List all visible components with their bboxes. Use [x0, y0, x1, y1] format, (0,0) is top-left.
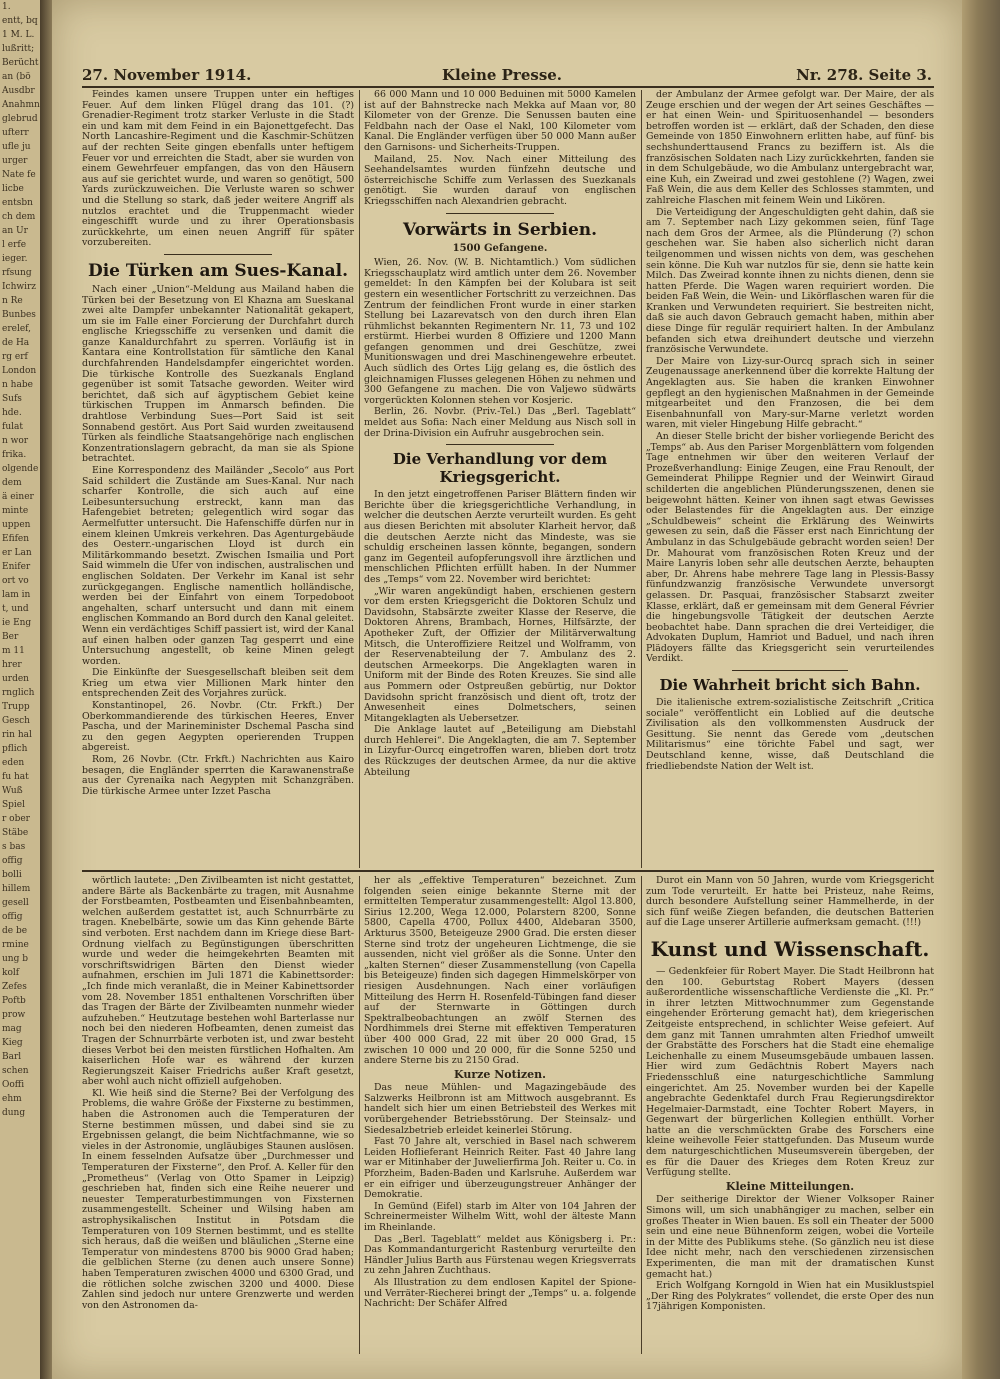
left-page-fragment-line: de be: [2, 926, 28, 936]
article-paragraph: An dieser Stelle bricht der bisher vorliegende Bericht des „Temps“ ab. Aus den Pariser Morgenblättern vom folgenden Tage entnehmen wir über den weiteren Verlauf der Prozeßverhandlung: Einige Zeugen, eine Frau Renoult, der Gemeinderat Philippe Regnier und der Weinwirt Giraud schilderten die angeblichen Plünderungsszenen, denen sie beigewohnt hätten. Keiner von ihnen sagt etwas Gewisses oder Belastendes für die Angeklagten aus. Der einzige „Schuldbeweis“ scheint die Erklärung des Weinwirts gewesen zu sein, daß die Fässer erst nach Einrichtung der Ambulanz in das Schulgebäude gebracht worden seien! Der Dr. Mahourat vom französischen Roten Kreuz und der Maire Lanyris loben sehr alle deutschen Aerzte, behaupten aber, Dr. Ahrens habe mehrere Tage lang in Plessis-Bassy fünfundzwanzig französische Verwundete unversorgt gelassen. Dr. Pasquai, französischer Stabsarzt zweiter Klasse, erklärt, daß er gemeinsam mit dem General Février die hingebungsvolle Tätigkeit der deutschen Aerzte beobachtet habe. Dann sprachen die drei Verteidiger, die Advokaten Duplum, Hamriot und Baduel, und nach ihren Plädoyers fällte das Kriegsgericht sein verurteilendes Verdikt.: [646, 431, 934, 665]
article-paragraph: her als „effektive Temperaturen“ bezeichnet. Zum folgenden seien einige bekannte Sterne mit der ermittelten Temperatur zusammengestellt: Algol 13.800, Sirius 12.200, Wega 12.000, Polarstern 8200, Sonne 5800, Capella 4700, Pollux 4400, Aldebaran 3500, Arkturus 3500, Beteigeuze 2900 Grad. Die ersten dieser Sterne sind trotz der ungeheuren Lichtmenge, die sie aussenden, nicht viel größer als die Sonne. Unter den „kalten Sternen“ dieser Zusammenstellung (von Capella bis Beteigeuze) finden sich dagegen Himmelskörper von riesigen Ausdehnungen. Nach einer vorläufigen Mitteilung des Herrn H. Rosenfeld-Tübingen fand dieser auf der Sternwarte in Göttingen durch Spektralbeobachtungen an zwölf Sternen des Nordhimmels drei Sterne mit effektiven Temperaturen über 400 000 Grad, 22 mit über 20 000 Grad, 15 zwischen 10 000 und 20 000, für die Sonne 5250 und andere Sterne bis zu 2150 Grad.: [364, 876, 636, 1067]
left-page-fragment-line: Poftb: [2, 996, 26, 1006]
article-paragraph: Die Anklage lautet auf „Beteiligung am Diebstahl durch Hehlerei“. Die Angeklagten, die am 7. September in Lizyfur-Ourcq eingetroffen waren, blieben dort trotz des Rückzuges der deutschen Armee, da nur die aktive Abteilung: [364, 724, 636, 778]
left-page-fragment-line: prow: [2, 1010, 26, 1020]
feuilleton-column-3: [646, 876, 934, 1354]
column-3-upper: [646, 90, 934, 868]
left-page-fragment-line: urger: [2, 156, 28, 166]
left-page-fragment-line: fulat: [2, 422, 23, 432]
column-divider: [359, 876, 360, 1354]
headline-wahrheit: Die Wahrheit bricht sich Bahn.: [659, 676, 921, 695]
left-page-fragment-line: ehm: [2, 1094, 22, 1104]
book-gutter: [40, 0, 52, 1379]
article-paragraph: Mailand, 25. Nov. Nach einer Mitteilung des Seehandelsamtes wurden fünfzehn deutsche und österreichische Schiffe zum Verlassen des Suezkanals genötigt. Sie wurden darauf von englischen Kriegsschiffen nach Alexandrien gebracht.: [364, 153, 636, 207]
article-paragraph: Berlin, 26. Novbr. (Priv.-Tel.) Das „Berl. Tageblatt“ meldet aus Sofia: Nach einer Meldung aus Nisch soll in der Drina-Division ein Aufruhr ausgebrochen sein.: [364, 406, 636, 439]
article-paragraph: wörtlich lautete: „Den Zivilbeamten ist nicht gestattet, andere Bärte als Backenbärte zu tragen, mit Ausnahme der Forstbeamten, Postbeamten und Eisenbahnbeamten, welchen außerdem gestattet ist, auch Schnurrbärte zu tragen. Knebelbärte, sowie um das Kinn gehende Bärte sind verboten. Erst nachdem dann im Kriege diese Bart-Ordnung vielfach zu Begünstigungen überschritten wurde und weder die heimgekehrten Beamten mit vorschriftswidrigen Bärten den Dienst wieder aufnahmen, erschien im Juli 1871 die Kabinettsorder: „Ich finde mich veranlaßt, die in Meiner Kabinettsorder vom 28. November 1851 enthaltenen Vorschriften über das Tragen der Bärte der Zivilbeamten nunmehr wieder aufzuheben.“ Heutzutage bestehen wohl Barterlasse nur noch bei den niederen Hofbeamten, denen zumeist das Tragen der Schnurrbärte verboten ist, und zwar besteht dieses Verbot bei den meisten fürstlichen Hofhalten. Am kaiserlichen Hofe war es während der kurzen Regierungszeit Kaiser Friedrichs außer Kraft gesetzt, aber wohl auch nicht offiziell aufgehoben.: [82, 876, 354, 1088]
article-paragraph: Erich Wolfgang Korngold in Wien hat ein Musiklustspiel „Der Ring des Polykrates“ vollendet, die erste Oper des nun 17jährigen Komponisten.: [646, 1280, 934, 1313]
left-page-fragment-line: rfsung: [2, 268, 32, 278]
left-page-fragment-line: offig: [2, 912, 23, 922]
article-paragraph: Der Maire von Lizy-sur-Ourcq sprach sich in seiner Zeugenaussage anerkennend über die korrekte Haltung der Angeklagten aus. Sie haben die kranken Einwohner gepflegt an den hygienischen Maßnahmen in der Gemeinde mitgearbeitet und den Franzosen, die bei dem Eisenbahnunfall von Mary-sur-Marne verletzt worden waren, mit vieler Hingebung Hilfe gebracht.“: [646, 355, 934, 431]
left-page-fragment-line: r ober: [2, 814, 30, 824]
left-page-fragment-line: ä einer: [2, 492, 34, 502]
left-page-fragment-line: bolli: [2, 870, 22, 880]
feuilleton-rule: [82, 870, 934, 872]
left-page-fragment-line: Sufs: [2, 394, 22, 404]
left-page-fragment-line: entt, bq: [2, 16, 38, 26]
left-page-fragment-line: gesell: [2, 898, 29, 908]
left-page-fragment-line: Berücht: [2, 58, 39, 68]
left-page-fragment-line: lußritt;: [2, 44, 35, 54]
article-paragraph: Das neue Mühlen- und Magazingebäude des Salzwerks Heilbronn ist am Mittwoch ausgebrannt. Es handelt sich hier um einen Betriebsteil des Werkes mit vorübergehender Betriebsstörung. Der Steinsalz- und Siedesalzbetrieb erleidet keinerlei Störung.: [364, 1082, 636, 1136]
article-paragraph: der Ambulanz der Armee gefolgt war. Der Maire, der als Zeuge erschien und der wegen der Art seines Geschäftes — er hat einen Wein- und Spirituosenhandel — besonders betroffen worden ist — erklärt, daß der Schaden, den diese Gemeinde von 1850 Einwohnern erlitten habe, auf fünf- bis sechshunderttausend Francs zu beziffern ist. Als die französischen Soldaten nach Lizy zurückkehrten, fanden sie in dem Schulgebäude, wo die Ambulanz untergebracht war, eine Kuh, ein Zweirad und zwei gestohlene (?) Wagen, zwei Faß Wein, die aus dem Keller des Schlosses stammten, und zahlreiche Flaschen mit feinem Wein und Likören.: [646, 90, 934, 206]
left-page-fragment-line: Ooffi: [2, 1080, 25, 1090]
left-page-fragment-line: glebrud: [2, 114, 38, 124]
page-header: [82, 62, 932, 88]
left-page-fragment-line: t, und: [2, 604, 29, 614]
article-paragraph: Wien, 26. Nov. (W. B. Nichtamtlich.) Vom südlichen Kriegsschauplatz wird amtlich unter dem 26. November gemeldet: In den Kämpfen bei der Kolubara ist seit gestern ein wesentlicher Fortschritt zu verzeichnen. Das Zentrum der feindlichen Front wurde in einer starken Stellung bei Lazarevatsch von den durch ihren Elan rühmlichst bekannten Regimentern Nr. 11, 73 und 102 erstürmt. Hierbei wurden 8 Offiziere und 1200 Mann gefangen genommen und drei Geschütze, zwei Munitionswagen und drei Maschinengewehre erbeutet. Auch südlich des Ortes Lijg gelang es, die östlich des gleichnamigen Flusses gelegenen Höhen zu nehmen und 300 Gefangene zu machen. Die von Valjewo südwärts vorgerückten Kolonnen stehen vor Kosjeric.: [364, 257, 636, 406]
article-paragraph: In den jetzt eingetroffenen Pariser Blättern finden wir Berichte über die kriegsgerichtliche Verhandlung, in welcher die deutschen Aerzte verurteilt wurden. Es geht aus diesen Berichten mit absoluter Klarheit hervor, daß die deutschen Aerzte nicht das Mindeste, was sie schuldig erscheinen lassen könnte, begangen, sondern ganz im Gegenteil aufopferungsvoll ihre ärztlichen und menschlichen Pflichten erfüllt haben. In der Nummer des „Temps“ vom 22. November wird berichtet:: [364, 489, 636, 585]
left-page-fragment-line: fu hat: [2, 772, 29, 782]
left-page-fragment-line: eden: [2, 758, 25, 768]
left-page-fragment-line: pflich: [2, 744, 28, 754]
left-page-fragment-line: hde.: [2, 408, 22, 418]
left-page-fragment-line: Wuß: [2, 786, 23, 796]
left-page-fragment-line: ung b: [2, 954, 28, 964]
article-paragraph: — Gedenkfeier für Robert Mayer. Die Stadt Heilbronn hat den 100. Geburtstag Robert Mayers (dessen außerordentliche wissenschaftliche Verdienste die „Kl. Pr.“ in ihrer letzten Mittwochnummer zum Gegenstande eingehender Erörterung gemacht hat), dem kriegerischen Zeitgeiste entsprechend, in schlichter Weise gefeiert. Auf dem ganz mit Tannen umrahmten alten Friedhof umweilt der Grabstätte des Forschers hat die Stadt eine ehemalige Leichenhalle zu einem Museumsgebäude umbauen lassen. Hier wird zum Gedächtnis Robert Mayers nach Friedensschluß eine naturgeschichtliche Sammlung eingerichtet. Am 25. November wurden bei der Kapelle angebrachte Gedenktafel durch Frau Regierungsdirektor Hegelmaier-Darmstadt, eine Tochter Robert Mayers, in Gegenwart der bürgerlichen Kollegien enthüllt. Vorher hatte an die verschmückten Grabe des Forschers eine kleine weihevolle Feier stattgefunden. Das Museum wurde dem naturgeschichtlichen Museumsverein übergeben, der es für die Dauer des Krieges dem Roten Kreuz zur Verfügung stellte.: [646, 965, 934, 1179]
article-paragraph: Die Einkünfte der Suesgesellschaft bleiben seit dem Krieg um etwa vier Millionen Mark hinter den entsprechenden Zeit des Vorjahres zurück.: [82, 667, 354, 700]
subheadline: 1500 Gefangene.: [452, 242, 548, 254]
left-page-fragment-line: minte: [2, 506, 29, 516]
left-page-fragment-line: hrer: [2, 660, 22, 670]
left-page-fragment-line: Zefes: [2, 982, 27, 992]
article-paragraph: Die Verteidigung der Angeschuldigten geht dahin, daß sie am 7. September nach Lizy gekommen seien, fünf Tage nach dem Gros der Armee, als die Plünderung (?) schon geschehen war. Sie haben also sicherlich nicht daran teilgenommen und wissen nichts von dem, was geschehen sein könne. Die Kuh war nutzlos für sie, denn sie hatte kein Milch. Das Zweirad konnte ihnen zu nichts dienen, denn sie hatten Pferde. Die Wagen waren requiriert worden. Die beiden Faß Wein, die Wein- und Likörflaschen waren für die Kranken und Verwundeten requiriert. Sie bestreiten nicht, daß sie auch davon Gebrauch gemacht haben, mithin aber diese Dinge für regulär requiriert halten. In der Ambulanz befanden sich etwa dreihundert deutsche und vierzehn französische Verwundete.: [646, 206, 934, 356]
article-paragraph: Rom, 26 Novbr. (Ctr. Frkft.) Nachrichten aus Kairo besagen, die Engländer sperrten die Karawanenstraße aus der Cyrenaika nach Aegypten mit Schanzgräben. Die türkische Armee unter Izzet Pascha: [82, 754, 354, 797]
article-paragraph: Das „Berl. Tageblatt“ meldet aus Königsberg i. Pr.: Das Kommandanturgericht Rastenburg verurteilte den Händler Julius Barth aus Fürstenau wegen Kriegsverrats zu zehn Jahren Zuchthaus.: [364, 1233, 636, 1277]
header-paper-title: Kleine Presse.: [442, 66, 563, 84]
left-page-fragment-line: n wor: [2, 436, 29, 446]
left-page-fragment-line: ie Eng: [2, 618, 32, 628]
left-page-fragment-line: an Ur: [2, 226, 28, 236]
left-page-fragment-line: 1 M. L.: [2, 30, 35, 40]
left-page-fragment-line: 1.: [2, 2, 11, 12]
article-paragraph: Der seitherige Direktor der Wiener Volksoper Rainer Simons will, um sich unabhängiger zu machen, selber ein großes Theater in Wien bauen. Es soll ein Theater der 5000 sein und eine neue Bühnenform zeigen, wobei die Vorteile in der Mitte des Publikums stehe. (So gänzlich neu ist diese Idee nicht mehr, nach den verschiedenen zirzensischen Experimenten, die man mit der dramatischen Kunst gemacht hat.): [646, 1194, 934, 1280]
left-page-fragment-line: ch dem: [2, 212, 36, 222]
left-page-fragment-line: rin hal: [2, 730, 32, 740]
column-divider: [359, 90, 360, 868]
left-page-fragment-line: n Re: [2, 296, 23, 306]
left-page-fragment-line: frika.: [2, 450, 27, 460]
left-page-fragment-line: n habe: [2, 380, 33, 390]
left-page-fragment-line: Efifen: [2, 534, 30, 544]
article-paragraph: Durot ein Mann von 50 Jahren, wurde vom Kriegsgericht zum Tode verurteilt. Er hatte bei Pristeuz, nahe Reims, durch besondere Aufstellung seiner Hammelherde, in der sich fünf weiße Ziegen befanden, die deutschen Batterien auf die Lage unserer Artillerie aufmerksam gemacht. (!!!): [646, 876, 934, 929]
left-page-fragment-line: ufterr: [2, 128, 29, 138]
article-paragraph: Konstantinopel, 26. Novbr. (Ctr. Frkft.) Der Oberkommandierende des türkischen Heeres, Enver Pascha, und der Marineminister Dschemal Pascha sind zu den gegen Aegypten operierenden Truppen abgereist.: [82, 700, 354, 754]
left-page-fragment-line: licbe: [2, 184, 24, 194]
article-paragraph: Als Illustration zu dem endlosen Kapitel der Spione- und Verräter-Riecherei bringt der „Temps“ u. a. folgende Nachricht: Der Schäfer Alfred: [364, 1276, 636, 1310]
left-page-fragment-line: Stäbe: [2, 828, 29, 838]
divider: [732, 670, 847, 671]
left-page-fragment-line: Ber: [2, 632, 19, 642]
adjacent-page-fragment: [0, 0, 42, 1379]
left-page-fragment-line: Ausdbr: [2, 86, 35, 96]
left-page-fragment-line: rnglich: [2, 688, 35, 698]
left-page-fragment-line: offig: [2, 856, 23, 866]
left-page-fragment-line: erelef,: [2, 324, 32, 334]
left-page-fragment-line: rg erf: [2, 352, 28, 362]
left-page-fragment-line: Barl: [2, 1052, 22, 1062]
left-page-fragment-line: Trupp: [2, 702, 30, 712]
divider: [164, 254, 273, 255]
column-divider: [641, 90, 642, 868]
left-page-fragment-line: Nate fe: [2, 170, 36, 180]
left-page-fragment-line: Ichwirz: [2, 282, 37, 292]
feuilleton-column-2: [364, 876, 636, 1354]
left-page-fragment-line: Bunbes: [2, 310, 36, 320]
header-issue-page: Nr. 278. Seite 3.: [796, 66, 932, 84]
left-page-fragment-line: dem: [2, 478, 22, 488]
article-paragraph: Nach einer „Union“-Meldung aus Mailand haben die Türken bei der Besetzung von El Khazna am Sueskanal zwei alte Dampfer unbekannter Nationalität gekapert, um sie im Falle einer Forcierung der Durchfahrt durch englische Kriegsschiffe zu versenken und damit die ganze Kanaldurchfahrt zu sperren. Vorläufig ist in Kantara eine Kontrollstation für sämtliche den Kanal durchfahrenden Handelsdampfer eingerichtet worden. Die türkische Kontrolle des Suezkanals England gegenüber ist somit Tatsache geworden. Weiter wird berichtet, daß sich auf ägyptischem Gebiet keine türkischen Truppen im Anmarsch befinden. Die drahtlose Verbindung Sues—Port Said ist seit Sonnabend gestört. Aus Port Said wurden zweitausend Türken als feindliche Staatsangehörige nach englischen Konzentrationslagern gebracht, da man sie als Spione betrachtet.: [82, 283, 354, 465]
column-2-upper: [364, 90, 636, 868]
left-page-fragment-line: dung: [2, 1108, 26, 1118]
article-paragraph: Fast 70 Jahre alt, verschied in Basel nach schwerem Leiden Hoflieferant Heinrich Reiter. Fast 40 Jahre lang war er Mitinhaber der Juwelierfirma Joh. Reiter u. Co. in Pforzheim, Baden-Baden und Karlsruhe. Außerdem war er ein eifriger und überzeugungstreuer Anhänger der Demokratie.: [364, 1136, 636, 1201]
newspaper-page: [52, 0, 962, 1379]
left-page-fragment-line: entsbn: [2, 198, 33, 208]
left-page-fragment-line: Enifer: [2, 562, 31, 572]
column-1-upper: [82, 90, 354, 868]
article-paragraph: In Gemünd (Eifel) starb im Alter von 104 Jahren der Schreinermeister Wilhelm Witt, wohl der älteste Mann im Rheinlande.: [364, 1200, 636, 1233]
divider: [446, 444, 555, 445]
page-edge-shadow: [962, 0, 1000, 1379]
headline-kurze-notizen: Kurze Notizen.: [454, 1067, 546, 1081]
headline-kriegsgericht: Die Verhandlung vor dem Kriegsgericht.: [392, 450, 608, 487]
headline-kunst-wissenschaft: Kunst und Wissenschaft.: [650, 936, 930, 961]
left-page-fragment-line: s bas: [2, 842, 26, 852]
header-date: 27. November 1914.: [82, 66, 252, 84]
feuilleton-column-1: [82, 876, 354, 1354]
left-page-fragment-line: urden: [2, 674, 29, 684]
headline-kleine-mitteilungen: Kleine Mitteilungen.: [725, 1179, 855, 1193]
left-page-fragment-line: m 11: [2, 646, 25, 656]
left-page-fragment-line: kolf: [2, 968, 20, 978]
left-page-fragment-line: Gesch: [2, 716, 30, 726]
left-page-fragment-line: rmine: [2, 940, 29, 950]
left-page-fragment-line: ort vo: [2, 576, 29, 586]
left-page-fragment-line: uppen: [2, 520, 31, 530]
article-paragraph: Die italienische extrem-sozialistische Zeitschrift „Critica sociale“ veröffentlicht ein Loblied auf die deutsche Zivilisation als den vollkommensten Ausdruck der Gesittung. Sie nennt das Gerede vom „deutschen Militarismus“ eine törichte Fabel und sagt, wer Deutschland kenne, wisse, daß Deutschland die friedliebendste Nation der Welt ist.: [646, 697, 934, 772]
left-page-fragment-line: an (bö: [2, 72, 31, 82]
divider: [446, 213, 555, 214]
article-text: 66 000 Mann und 10 000 Beduinen mit 5000 Kamelen ist auf der Bahnstrecke nach Mekka auf Maan vor, 80 Kilometer von der Grenze. Die Senussen bauten eine Feldbahn nach der Oase el Nakl, 100 Kilometer vom Kanal. Die Engländer verfügen über 50 000 Mann außer den Garnisons- und Sicherheits-Truppen.: [364, 90, 636, 153]
article-paragraph: Eine Korrespondenz des Mailänder „Secolo“ aus Port Said schildert die Zustände am Sues-Kanal. Nur nach scharfer Kontrolle, die sich auch auf eine Leibesuntersuchung erstreckt, kann man das Hafengebiet betreten; gelegentlich wird sogar das Aermelfutter untersucht. Die Hafenschiffe dürfen nur in einem kleinen Umkreis verkehren. Das Agenturgebäude des Oesterr.-ungarischen Lloyd ist durch ein Militärkommando besetzt. Zwischen Ismailia und Port Said wimmeln die Ufer von indischen, australischen und englischen Soldaten. Der Verkehr im Kanal ist sehr zurückgegangen. Englische namentlich holländische, werden bei der Einfahrt von einem Torpedoboot angehalten, scharf untersucht und dann mit einem englischen Kommando an Bord durch den Kanal geleitet. Wenn ein verdächtiges Schiff passiert ist, wird der Kanal auf einen halben oder ganzen Tag gesperrt und eine Untersuchung angestellt, ob keine Minen gelegt worden.: [82, 465, 354, 667]
left-page-fragment-line: ieger.: [2, 254, 28, 264]
left-page-fragment-line: Spiel: [2, 800, 26, 810]
headline-serbien: Vorwärts in Serbien.: [402, 219, 598, 240]
headline-suez: Die Türken am Sues-Kanal.: [87, 260, 348, 281]
left-page-fragment-line: mag: [2, 1024, 22, 1034]
left-page-fragment-line: lam in: [2, 590, 31, 600]
left-page-fragment-line: Kieg: [2, 1038, 23, 1048]
header-rule: [82, 86, 934, 88]
left-page-fragment-line: olgende: [2, 464, 39, 474]
left-page-fragment-line: ufle ju: [2, 142, 31, 152]
left-page-fragment-line: London: [2, 366, 37, 376]
article-paragraph: „Wir waren angekündigt haben, erschienen gestern vor dem ersten Kriegsgericht die Doktoren Schulz und Davidsohn, Stabsärzte zweiter Klasse der Reserve, die Doktoren Ahrens, Brambach, Hornes, Hilfsärzte, der Apotheker Zuft, der Offizier der Militärverwaltung Mitsch, die Unteroffiziere Reitzel und Wolframm, von der Reservenabteilung der 7. Ambulanz des 2. deutschen Armeekorps. Die Angeklagten waren in Uniform mit der Binde des Roten Kreuzes. Sie sind alle aus Pommern oder Ostpreußen gebürtig, nur Doktor Davidsohn spricht französisch und dient oft, trotz der Anwesenheit eines Dolmetschers, seinen Mitangeklagten als Uebersetzer.: [364, 585, 636, 724]
left-page-fragment-line: l erfe: [2, 240, 27, 250]
left-page-fragment-line: Anahmn: [2, 100, 40, 110]
left-page-fragment-line: hillem: [2, 884, 31, 894]
left-page-fragment-line: er Lan: [2, 548, 32, 558]
column-divider: [641, 876, 642, 1354]
article-text: Feindes kamen unsere Truppen unter ein heftiges Feuer. Auf dem linken Flügel drang das 101. (?) Grenadier-Regiment trotz starker Verluste in die Stadt ein und kam mit dem Feind in ein Bajonettgefecht. Das North Lancashire-Regiment und die Kaschmir-Schützen auf der rechten Seite gingen ebenfalls unter heftigem Feuer vor und erreichten die Stadt, aber sie wurden von einem Gewehrfeuer empfangen, das von den Häusern aus auf sie gerichtet wurde, und waren so genötigt, 500 Yards zurückzuweichen. Die Verluste waren so schwer und die Stellung so stark, daß jeder weitere Angriff als nutzlos erachtet und die Truppenmacht wieder eingeschifft wurde und zu ihrer Operationsbasis zurückkehrte, um einen neuen Angriff für später vorzubereiten.: [82, 90, 354, 249]
left-page-fragment-line: de Ha: [2, 338, 30, 348]
left-page-fragment-line: schen: [2, 1066, 29, 1076]
article-paragraph: Kl. Wie heiß sind die Sterne? Bei der Verfolgung des Problems, die wahre Größe der Fixsterne zu bestimmen, haben die Astronomen auch die Temperaturen der Sterne bestimmen müssen, und dabei sind sie zu Ergebnissen gelangt, die beim Nichtfachmanne, wie so vieles in der Astronomie, ungläubiges Staunen auslösen. In einem fesselnden Aufsatze über „Durchmesser und Temperaturen der Fixsterne“, den Prof. A. Keller für den „Prometheus“ (Verlag von Otto Spamer in Leipzig) geschrieben hat, finden sich eine Reihe neuerer und neuester Temperaturbestimmungen von Fixsternen zusammengestellt. Scheiner und Wilsing haben am astrophysikalischen Institut in Potsdam die Temperaturen von 109 Sternen bestimmt, und es stellte sich heraus, daß die weißen und bläulichen „Sterne eine Temperatur von mindestens 8700 bis 9000 Grad haben; die gelblichen Sterne (zu denen auch unsere Sonne) haben Temperaturen zwischen 4000 und 6300 Grad, und die rötlichen solche zwischen 3200 und 4000. Diese Zahlen sind jedoch nur untere Grenzwerte und werden von den Astronomen da-: [82, 1087, 354, 1311]
